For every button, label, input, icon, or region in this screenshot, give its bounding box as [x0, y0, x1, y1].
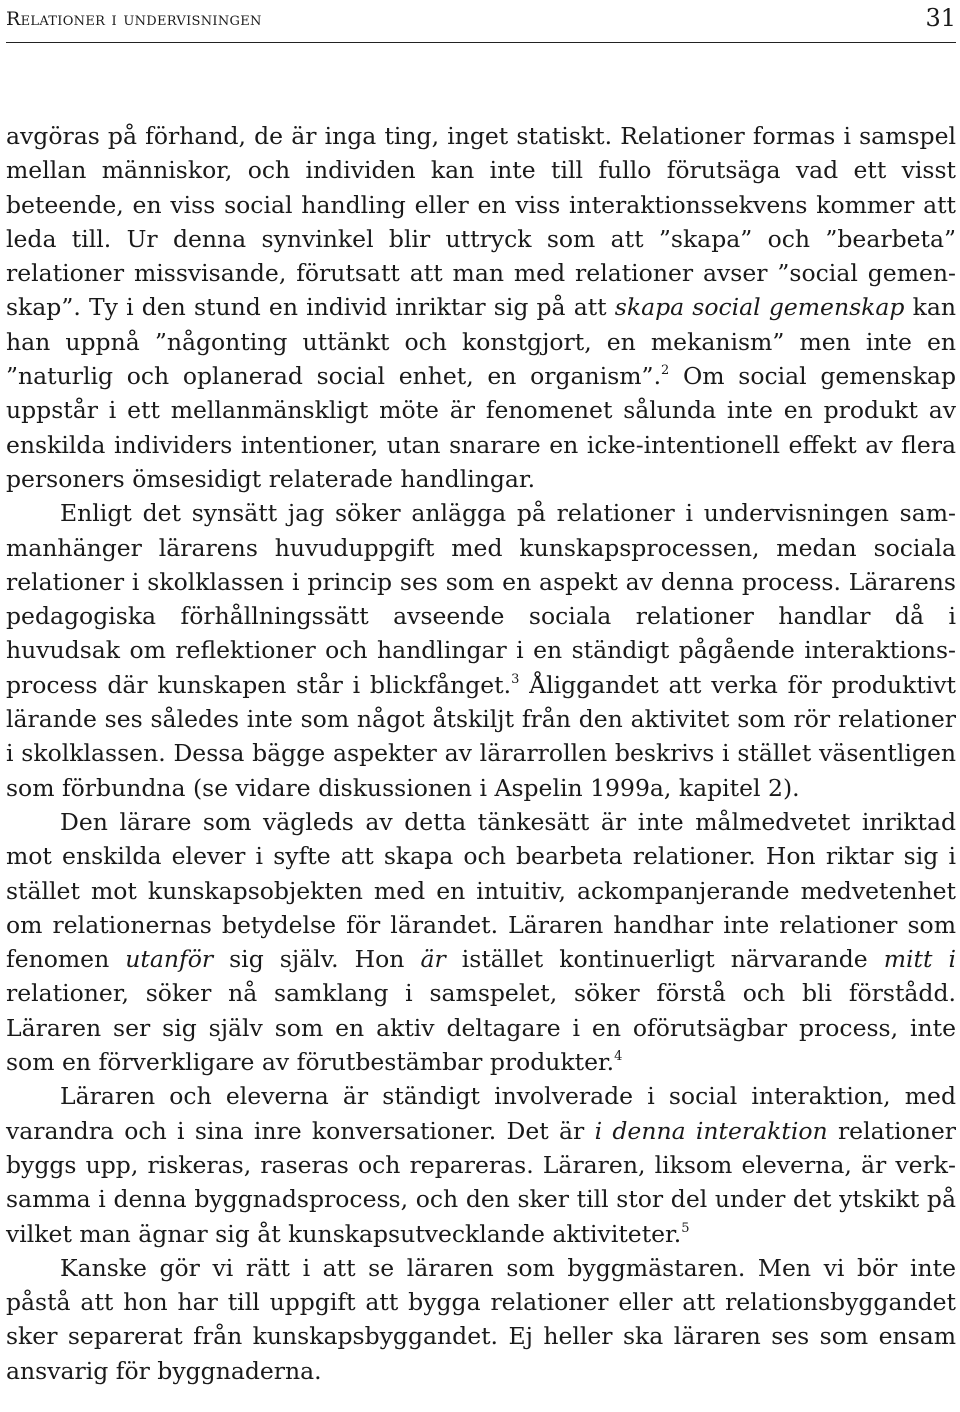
- body-text: [6, 119, 956, 1388]
- paragraph: [6, 805, 956, 1079]
- paragraph: [6, 1079, 956, 1250]
- text-run: relationer, söker nå samklang i samspelet, söker förstå och bli förstådd. Läraren ser sig själv som en aktiv deltagare i en oförutsägbar process, inte som en förverkligare av förutbestämbar produkter.: [6, 979, 956, 1077]
- italic-text: mitt i: [883, 945, 956, 974]
- text-run: Läraren och eleverna är ständigt involverade i social interaktion, med varandra och i sina inre konversationer. Det är: [6, 1082, 956, 1145]
- running-title: Relationer i undervisningen: [6, 8, 262, 30]
- text-run: relationer byggs upp, riskeras, raseras och repareras. Läraren, liksom eleverna, är verksamma i denna byggnadsprocess, och den sker till stor del under det ytskikt på vilket man ägnar sig åt kunskapsutvecklande aktiviteter.: [6, 1116, 956, 1248]
- footnote-ref: 2: [661, 363, 670, 379]
- italic-text: utanför: [125, 945, 214, 974]
- book-page: [6, 0, 956, 1388]
- text-run: istället kontinuerligt närvarande: [445, 945, 884, 974]
- italic-text: skapa social gemenskap: [614, 293, 905, 322]
- text-run: Enligt det synsätt jag söker anlägga på relationer i undervisningen sammanhänger lärarens huvuduppgift med kunskapsprocessen, medan sociala relationer i skolklassen i princip ses som en aspekt av denna process. Lärarens pedagogiska förhållningssätt avseende sociala relationer handlar då i huvudsak om reflektioner och handlingar i en ständigt pågående interaktionsprocess där kunskapen står i blickfånget.: [6, 499, 956, 699]
- text-run: Den lärare som vägleds av detta tänkesätt är inte målmedvetet inriktad mot enskilda elever i syfte att skapa och bearbeta relationer. Hon riktar sig i stället mot kunskapsobjekten med en intuitiv, ackompanjerande medvetenhet om relationernas betydelse för lärandet. Läraren handhar inte relationer som fenomen: [6, 807, 956, 974]
- text-run: kan han uppnå ”någonting uttänkt och konstgjort, en mekanism” men inte en ”naturlig och oplanerad social enhet, en organism”.: [6, 293, 956, 391]
- footnote-ref: 5: [681, 1220, 690, 1236]
- text-run: sig själv. Hon: [213, 945, 421, 974]
- page-number: 31: [925, 4, 956, 32]
- paragraph: [6, 496, 956, 805]
- paragraph: [6, 119, 956, 496]
- text-run: avgöras på förhand, de är inga ting, inget statiskt. Relationer formas i samspel mellan människor, och individen kan inte till fullo förutsäga vad ett visst beteende, en viss social handling eller en viss interaktionssekvens kommer att leda till. Ur denna synvinkel blir uttryck som att ”skapa” och ”bearbeta” relationer missvisande, förutsatt att man med relationer avser ”social gemenskap”. Ty i den stund en individ inriktar sig på att: [6, 122, 956, 322]
- italic-text: är: [420, 945, 446, 974]
- footnote-ref: 3: [511, 671, 520, 687]
- italic-text: i denna interaktion: [594, 1116, 828, 1145]
- text-run: Om social gemenskap uppstår i ett mellanmänskligt möte är fenomenet sålunda inte en produkt av enskilda individers intentioner, utan snarare en icke-intentionell effekt av flera personers ömsesidigt relaterade handlingar.: [6, 362, 956, 493]
- footnote-ref: 4: [614, 1049, 623, 1065]
- text-run: Åliggandet att verka för produktivt lärande ses således inte som något åtskiljt från den aktivitet som rör relationer i skolklassen. Dessa bägge aspekter av lärarrollen beskrivs i stället väsentligen som förbundna (se vidare diskussionen i Aspelin 1999a, kapitel 2).: [6, 670, 956, 802]
- running-header: [6, 2, 956, 43]
- text-run: Kanske gör vi rätt i att se läraren som byggmästaren. Men vi bör inte påstå att hon har till uppgift att bygga relationer eller att relationsbyggandet sker separerat från kunskapsbyggandet. Ej heller ska läraren ses som ensam ansvarig för byggnaderna.: [6, 1253, 956, 1385]
- paragraph: [6, 1251, 956, 1388]
